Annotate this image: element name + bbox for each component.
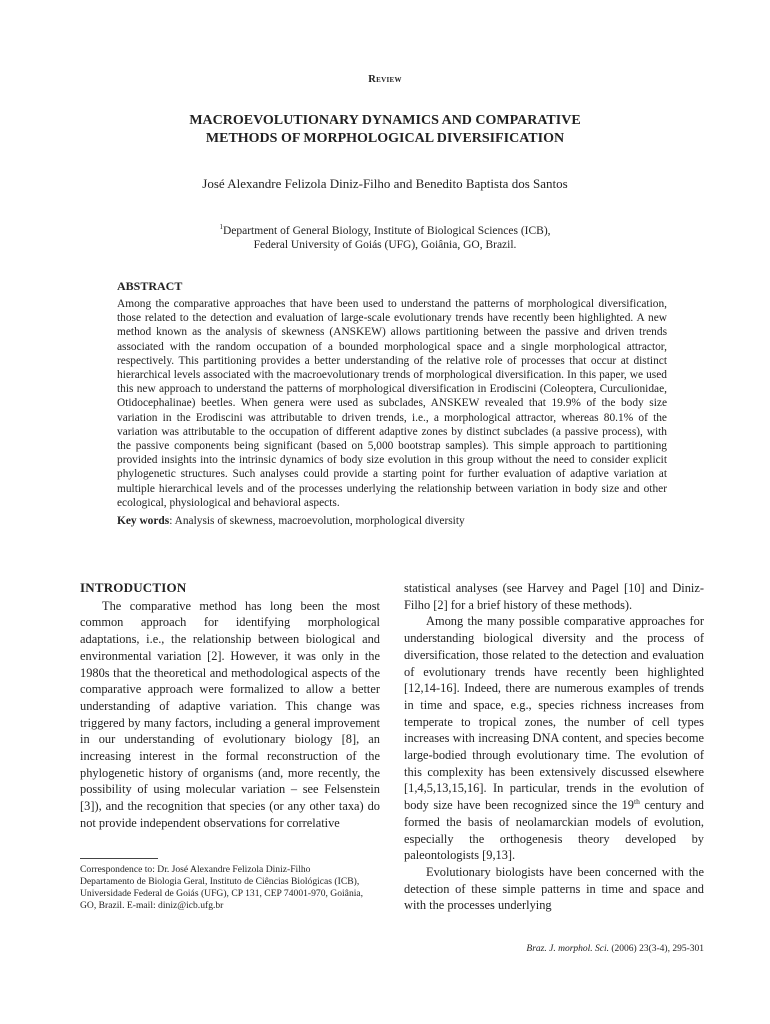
footnote-line-1: Correspondence to: Dr. José Alexandre Felizola Diniz-Filho <box>80 864 311 875</box>
paragraph-2-text-b: century and formed the basis of neolamarckian models of evolution, especially the orthogenesis theory developed by paleontologists [9,13]. <box>404 798 705 863</box>
footnote-line-4: GO, Brazil. E-mail: diniz@icb.ufg.br <box>80 900 224 912</box>
title-line-1: MACROEVOLUTIONARY DYNAMICS AND COMPARATIVE <box>189 113 581 128</box>
article-title <box>80 112 690 148</box>
title-line-2: METHODS OF MORPHOLOGICAL DIVERSIFICATION <box>205 131 565 146</box>
introduction-heading: INTRODUCTION <box>80 580 187 595</box>
affiliation-marker: 1 <box>219 223 223 231</box>
right-column <box>404 580 704 914</box>
introduction-paragraph-1: The comparative method has long been the most common approach for identifying morphological adaptations, i.e., the relationship between biological and environmental variation [2]. However, it was only in the 1980s that the theoretical and methodological aspects of the comparative approach were formalized to allow a better understanding of adaptive variation. This change was triggered by many factors, including a general improvement in our understanding of evolutionary biology [8], an increasing interest in the formal reconstruction of the phylogenetic history of organisms (and, more recently, the possibility of using molecular variation – see Felsenstein [3]), and the recognition that species (or any other taxa) do not provide independent observations for correlative <box>80 598 380 830</box>
superscript-th: th <box>634 797 640 807</box>
correspondence-footnote <box>80 864 380 912</box>
introduction-paragraph-2 <box>404 613 704 864</box>
affiliation <box>0 220 770 252</box>
journal-citation <box>526 944 704 954</box>
affiliation-line-1 <box>0 220 770 238</box>
citation-details: (2006) 23(3-4), 295-301 <box>609 944 704 954</box>
affiliation-line-2: Federal University of Goiás (UFG), Goiânia, GO, Brazil. <box>253 238 517 251</box>
footnote-line-2: Departamento de Biologia Geral, Instituto de Ciências Biológicas (ICB), <box>80 876 360 888</box>
introduction-paragraph-3: Evolutionary biologists have been concerned with the detection of these simple patterns in time and space and with the processes underlying <box>404 864 704 913</box>
introduction-paragraph-1-continued: statistical analyses (see Harvey and Pagel [10] and Diniz-Filho [2] for a brief history of these methods). <box>404 581 704 612</box>
abstract-section <box>117 279 667 528</box>
paragraph-2-text-a: Among the many possible comparative approaches for understanding biological diversity and the process of diversification, those related to the detection and evaluation of evolutionary trends have recently been highlighted [12,14-16]. Indeed, there are numerous examples of trends in time and space, e.g., species richness increases from temperate to tropical zones, the number of cell types increases with increasing DNA content, and species become large-bodied through evolutionary time. The evolution of this complexity has been extensively discussed elsewhere [1,4,5,13,15,16]. In particular, trends in the evolution of body size have been recognized since the 19 <box>404 614 704 813</box>
abstract-heading: ABSTRACT <box>117 279 183 293</box>
author-list: José Alexandre Felizola Diniz-Filho and Benedito Baptista dos Santos <box>202 176 568 191</box>
keywords-text: : Analysis of skewness, macroevolution, morphological diversity <box>169 515 465 528</box>
footnote-divider <box>80 858 158 859</box>
section-label: Review <box>368 74 402 85</box>
left-column <box>80 580 380 832</box>
footnote-line-3: Universidade Federal de Goiás (UFG), CP 131, CEP 74001-970, Goiânia, <box>80 888 364 900</box>
journal-name: Braz. J. morphol. Sci. <box>526 944 610 954</box>
abstract-text: Among the comparative approaches that have been used to understand the patterns of morphological diversification, those related to the detection and evaluation of large-scale evolutionary trends have recently been highlighted. A new method known as the analysis of skewness (ANSKEW) allows partitioning between the passive and driven trends associated with the random occupation of a bounded morphological space and a single morphological attractor, respectively. This partitioning provides a better understanding of the relative role of processes that occur at distinct hierarchical levels associated with the macroevolutionary trends of morphological diversification. In this paper, we used this new approach to understand the patterns of morphological diversification in Erodiscini (Coleoptera, Curculionidae, Otidocephalinae) beetles. When genera were used as subclades, ANSKEW revealed that 19.9% of the body size variation in the Erodiscini was attributable to driven trends, i.e., a morphological attractor, whereas 80.1% of the variation was attributable to the occupation of different adaptive zones by distinct subclades (a passive process), with the passive components being significant (based on 5,000 bootstrap samples). This simple approach to partitioning provided insights into the intrinsic dynamics of body size evolution in this group without the need to consider explicit phylogenetic structures. Such analyses could provide a starting point for further evaluation of adaptive variation at multiple hierarchical levels and of the processes underlying the relationship between variation in body size and other ecological, physiological and behavioral aspects. <box>117 298 667 509</box>
affiliation-text-1: Department of General Biology, Institute of Biological Sciences (ICB), <box>222 224 551 237</box>
keywords <box>117 514 667 528</box>
keywords-label: Key words <box>117 515 170 528</box>
